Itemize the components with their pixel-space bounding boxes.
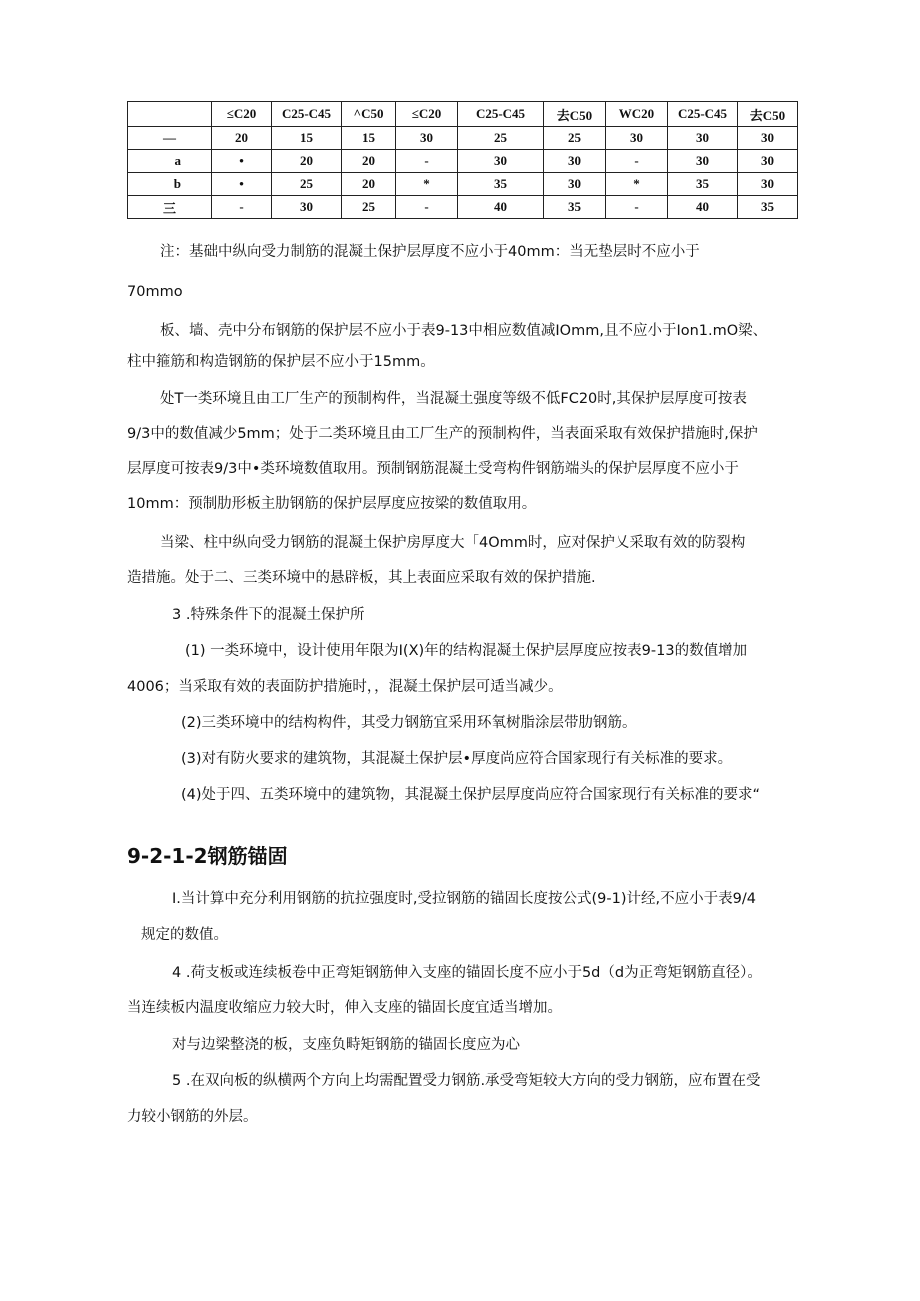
table-header-cell: ≤C20 [212,102,272,127]
paragraph-line: 层厚度可按表9/3中•类环境数值取用。预制钢筋混凝土受弯构件钢筋端头的保护层厚度不应小于 [127,461,739,477]
table-cell: 30 [396,127,458,150]
table-note: 注：基础中纵向受力制筋的混凝土保护层厚度不应小于40mm：当无垫层时不应小于 [160,244,700,260]
table-cell: 15 [342,127,396,150]
list-item: (3)对有防火要求的建筑物，其混凝土保护层•厚度尚应符合国家现行有关标准的要求。 [181,751,733,767]
table-cell: 30 [544,150,606,173]
table-header-cell: C25-C45 [272,102,342,127]
table-header-cell: C25-C45 [458,102,544,127]
paragraph-line: 当连续板内温度收缩应力较大时，伸入支座的锚固长度宜适当增加。 [127,1000,562,1016]
table-header-cell: WC20 [606,102,668,127]
table-cell: 35 [458,173,544,196]
table-cell: 30 [458,150,544,173]
table-row-label: — [128,127,212,150]
paragraph-line: 5 .在双向板的纵横两个方向上均需配置受力钢筋.承受弯矩较大方向的受力钢筋，应布置在受 [172,1073,761,1089]
table-cell: - [212,196,272,219]
table-cell: 35 [544,196,606,219]
table-cell: 30 [272,196,342,219]
table-cell: • [212,150,272,173]
table-cell: • [212,173,272,196]
table-header-cell: ≤C20 [396,102,458,127]
paragraph-line: 9/3中的数值减少5mm；处于二类环境且由工厂生产的预制构件，当表面采取有效保护措施时,保护 [127,426,758,442]
table-header-cell: C25-C45 [668,102,738,127]
section-heading: 9-2-1-2钢筋锚固 [127,844,288,868]
table-cell: 20 [212,127,272,150]
table-cell: - [606,196,668,219]
paragraph-line: 4 .荷支板或连续板卷中正弯矩钢筋伸入支座的锚固长度不应小于5d（d为正弯矩钢筋直径）。 [172,965,762,981]
table-row-label: a [128,150,212,173]
paragraph-line: I.当计算中充分利用钢筋的抗拉强度时,受拉钢筋的锚固长度按公式(9-1)计经,不应小于表9/4 [172,891,756,907]
table-header-cell [128,102,212,127]
table-cell: 30 [738,127,798,150]
table-cell: 35 [668,173,738,196]
table-cell: 30 [668,150,738,173]
table-header-cell: ^C50 [342,102,396,127]
paragraph-line: 10mm：预制肋形板主肋钢筋的保护层厚度应按梁的数值取用。 [127,496,537,512]
table-cell: 30 [738,150,798,173]
list-item: (4)处于四、五类环境中的建筑物，其混凝土保护层厚度尚应符合国家现行有关标准的要求“ [181,787,761,803]
table-cell: 30 [544,173,606,196]
paragraph-line: 规定的数值。 [141,927,228,943]
table-row [128,127,798,150]
table-cell: 20 [342,150,396,173]
paragraph-line: 当梁、柱中纵向受力钢筋的混凝土保护房厚度大「4Omm时，应对保护乂采取有效的防裂构 [160,535,746,551]
table-cell: 25 [544,127,606,150]
table-cell: 40 [668,196,738,219]
table-cell: 40 [458,196,544,219]
table-cell: 20 [272,150,342,173]
table-cell: 20 [342,173,396,196]
paragraph-line: 力较小钢筋的外层。 [127,1109,258,1125]
table-row-label: 三 [128,196,212,219]
paragraph-line: 柱中箍筋和构造钢筋的保护层不应小于15mm。 [127,354,435,370]
subsection-heading: 3 .特殊条件下的混凝土保护所 [172,607,365,623]
table-cell: * [606,173,668,196]
paragraph-line: 处T一类环境且由工厂生产的预制构件，当混凝土强度等级不低FC20时,其保护层厚度可按表 [160,391,747,407]
list-item: (1) 一类环境中，设计使用年限为I(X)年的结构混凝土保护层厚度应按表9-13的数值增加 [185,643,748,659]
table-cell: 30 [738,173,798,196]
table-cell: * [396,173,458,196]
table-cell: - [606,150,668,173]
table-cell: 30 [668,127,738,150]
paragraph-line: 造措施。处于二、三类环境中的悬辟板，其上表面应采取有效的保护措施. [127,570,596,586]
table-header-cell: 去C50 [544,102,606,127]
table-row-label: b [128,173,212,196]
paragraph-line: 对与边梁整浇的板，支座负畤矩钢筋的锚固长度应为心 [172,1037,520,1053]
paragraph-line: 4006；当采取有效的表面防护措施时，，混凝土保护层可适当减少。 [127,679,563,695]
table-row [128,196,798,219]
table-cell: 25 [342,196,396,219]
table-row [128,173,798,196]
paragraph-line: 板、墙、壳中分布钢筋的保护层不应小于表9-13中相应数值减IOmm,且不应小于Ion1.mO梁、 [160,323,768,339]
table-cell: - [396,196,458,219]
table-cell: 30 [606,127,668,150]
table-cell: - [396,150,458,173]
table-cell: 15 [272,127,342,150]
table-note-continuation: 70mmo [127,284,183,300]
table-row [128,150,798,173]
table-header-cell: 去C50 [738,102,798,127]
cover-thickness-table [127,101,798,219]
table-cell: 35 [738,196,798,219]
table-cell: 25 [272,173,342,196]
list-item: (2)三类环境中的结构构件，其受力钢筋宜采用环氧树脂涂层带肋钢筋。 [181,715,637,731]
table-cell: 25 [458,127,544,150]
table-header-row [128,102,798,127]
